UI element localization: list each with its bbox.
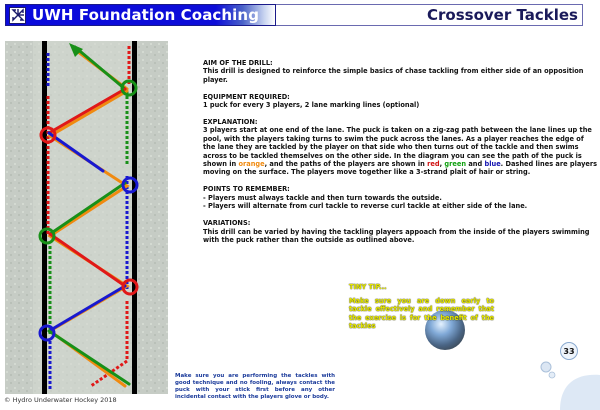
section-equipment	[203, 93, 598, 110]
bullet-item: - Players must always tackle and then turn towards the outside.	[203, 193, 442, 202]
section-body: 1 puck for every 3 players, 2 lane marking lines (optional)	[203, 101, 420, 110]
color-word-orange: orange	[238, 160, 265, 169]
section-heading: EQUIPMENT REQUIRED:	[203, 92, 290, 101]
tiny-tip	[349, 283, 494, 330]
brand-title: UWH Foundation Coaching	[32, 6, 260, 24]
bullet-item: - Players will alternate from curl tackle to reverse curl tackle at either side of the lane.	[203, 202, 528, 211]
drill-title: Crossover Tackles	[427, 6, 578, 24]
color-word-blue: blue	[484, 160, 501, 169]
brand-header	[5, 4, 276, 26]
color-word-red: red	[427, 160, 440, 169]
section-heading: AIM OF THE DRILL:	[203, 59, 273, 67]
copyright-notice: © Hydro Underwater Hockey 2018	[4, 396, 117, 404]
section-aim	[203, 59, 598, 84]
section-heading: EXPLANATION:	[203, 118, 258, 127]
section-explanation	[203, 118, 598, 177]
section-heading: VARIATIONS:	[203, 219, 251, 228]
section-points	[203, 185, 598, 210]
section-body: This drill is designed to reinforce the simple basics of chase tackling from either side of an opposition player.	[203, 67, 584, 84]
color-word-green: green	[444, 160, 467, 169]
explanation-text: 3 players start at one end of the lane. The puck is taken on a zig-zag path between the lane lines up the pool, with the players taking turns to swim the puck across the lanes. As a player reaches the edge of the lane they are tackled by the player on that side who then turns out of the tackle and then swims across to be tackled themselves on the other side. In the diagram you can see the path of the puck is shown in	[203, 126, 592, 169]
section-body	[203, 126, 597, 176]
tip-title: TINY TIP...	[349, 283, 387, 291]
explanation-text: . Dashed lines are players moving on the surface. The players move together like a 3-strand plait of hair or string.	[203, 160, 598, 177]
safety-note: Make sure you are performing the tackles with good technique and no fooling, always contact the puck with your stick first before any other incidental contact with the players glove or body.	[175, 373, 335, 400]
tip-body: Make sure you are down early to tackle effectively and remember that the exercise is for the benefit of the tackles	[349, 297, 494, 330]
section-variations	[203, 219, 598, 244]
drill-description	[203, 59, 598, 253]
section-heading: POINTS TO REMEMBER:	[203, 185, 290, 194]
explanation-text: ,	[439, 160, 445, 169]
pinwheel-logo-icon	[9, 7, 26, 24]
page-number: 33	[560, 342, 578, 360]
explanation-text: and	[466, 160, 485, 169]
explanation-text: , and the paths of the players are shown in	[264, 160, 428, 169]
section-body: This drill can be varied by having the tackling players appoach from the inside of the players swimming with the puck rather than the outside as outlined above.	[203, 227, 590, 244]
decorative-bubbles-icon	[540, 355, 600, 410]
drill-diagram	[5, 41, 168, 394]
drill-title-bar	[276, 4, 583, 26]
